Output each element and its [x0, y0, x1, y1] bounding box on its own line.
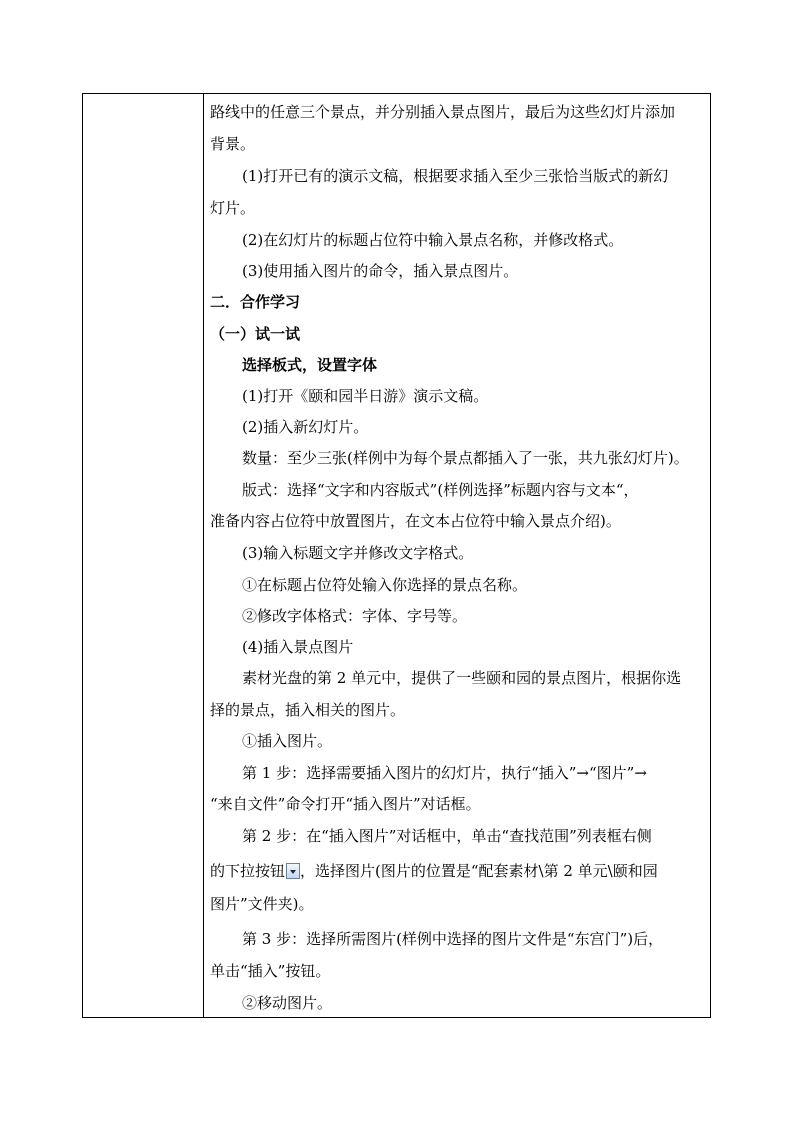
text-line: (3)使用插入图片的命令，插入景点图片。	[242, 262, 519, 280]
text-line: “来自文件”命令打开“插入图片”对话框。	[210, 795, 481, 813]
section-heading: 二．合作学习	[210, 293, 301, 311]
text-line: ①在标题占位符处输入你选择的景点名称。	[242, 576, 528, 594]
text-line: 素材光盘的第 2 单元中，提供了一些颐和园的景点图片，根据你选	[242, 669, 682, 687]
activity-heading: 选择板式，设置字体	[242, 356, 378, 374]
text-line	[210, 861, 658, 881]
column-divider	[203, 94, 204, 1017]
text-line: 单击“插入”按钮。	[210, 962, 331, 980]
text-line: 灯片。	[210, 199, 256, 217]
text-line: 准备内容占位符中放置图片，在文本占位符中输入景点介绍)。	[210, 512, 621, 530]
text-line: (2)在幻灯片的标题占位符中输入景点名称，并修改格式。	[242, 231, 624, 249]
text-line: (3)输入标题文字并修改文字格式。	[242, 544, 474, 562]
text-line: ②移动图片。	[242, 994, 333, 1012]
text-line: 第 3 步：选择所需图片(样例中选择的图片文件是“东宫门”)后，	[242, 930, 664, 948]
text-line: 择的景点，插入相关的图片。	[210, 701, 406, 719]
text-fragment: 的下拉按钮	[210, 862, 286, 880]
dropdown-arrow-button-icon	[286, 863, 300, 879]
subsection-heading: （一）试一试	[210, 325, 301, 343]
lesson-table	[82, 93, 711, 1018]
text-line: 版式：选择“文字和内容版式”(样例选择”标题内容与文本“，	[242, 481, 639, 499]
text-line: 背景。	[210, 135, 256, 153]
text-fragment: ，选择图片(图片的位置是“配套素材\第 2 单元\颐和园	[300, 862, 658, 880]
text-line: 第 2 步：在“插入图片”对话框中，单击“查找范围”列表框右侧	[242, 827, 652, 845]
text-line: ①插入图片。	[242, 732, 333, 750]
text-line: 第 1 步：选择需要插入图片的幻灯片，执行“插入”→“图片”→	[242, 764, 647, 782]
text-line: 图片”文件夹)。	[210, 895, 314, 913]
text-line: (2)插入新幻灯片。	[242, 418, 369, 436]
text-line: (4)插入景点图片	[242, 638, 354, 656]
text-line: (1)打开已有的演示文稿，根据要求插入至少三张恰当版式的新幻	[242, 167, 669, 185]
text-line: 数量：至少三张(样例中为每个景点都插入了一张，共九张幻灯片)。	[242, 449, 689, 467]
text-line: ②修改字体格式：字体、字号等。	[242, 607, 468, 625]
text-line: 路线中的任意三个景点，并分别插入景点图片，最后为这些幻灯片添加	[210, 103, 676, 121]
text-line: (1)打开《颐和园半日游》演示文稿。	[242, 387, 489, 405]
